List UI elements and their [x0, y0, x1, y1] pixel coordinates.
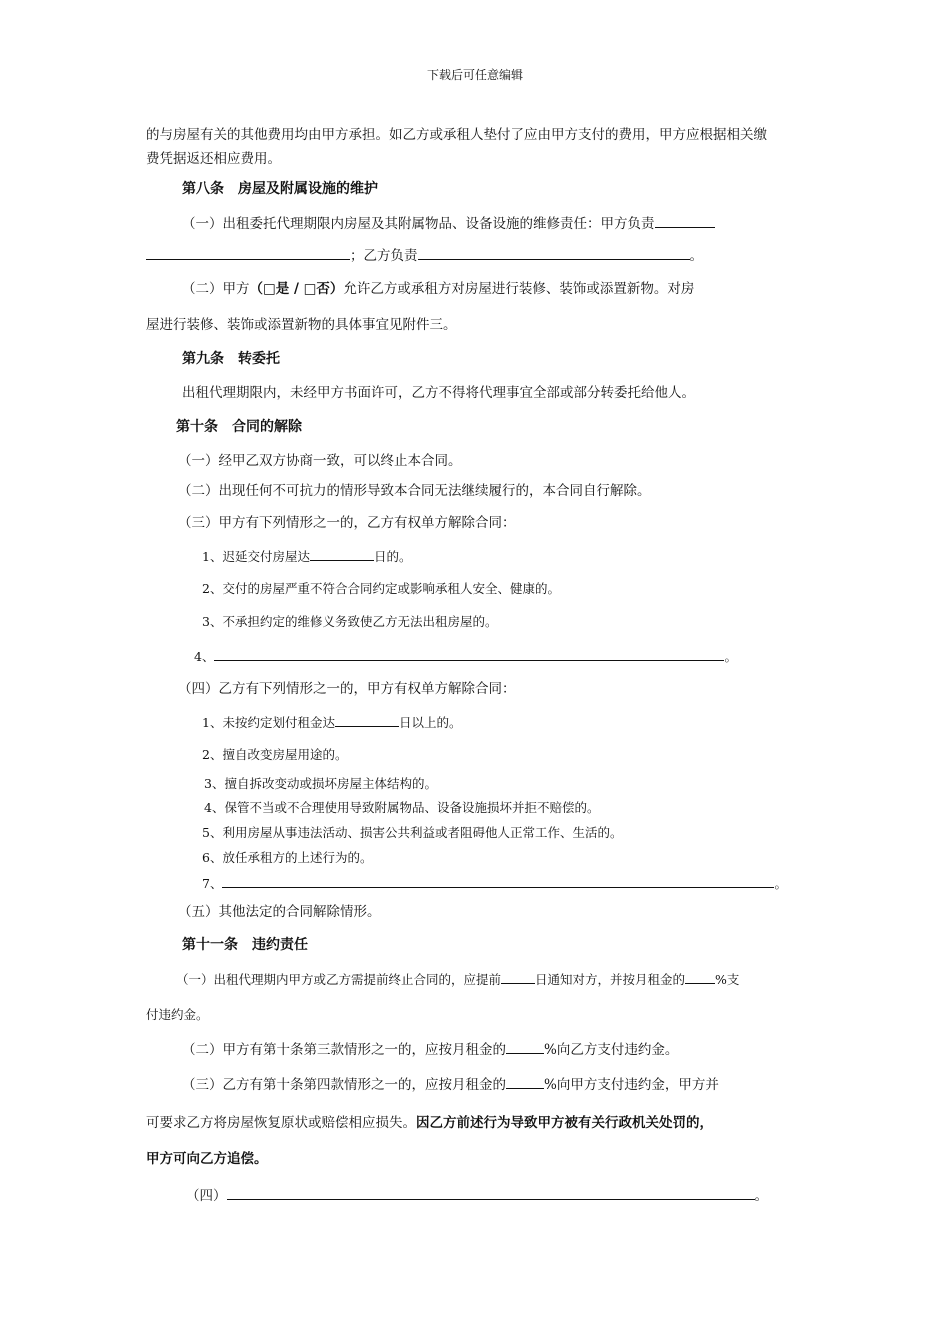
clause-text: ；乙方负责 [350, 248, 418, 264]
clause-text: 可要求乙方将房屋恢复原状或赔偿相应损失。 [146, 1115, 416, 1131]
list-item: 5、利用房屋从事违法活动、损害公共利益或者阻碍他人正常工作、生活的。 [202, 825, 623, 840]
item-text: 日的。 [373, 549, 412, 564]
list-item: 2、交付的房屋严重不符合合同约定或影响承租人安全、健康的。 [202, 581, 560, 596]
list-item: 2、擅自改变房屋用途的。 [202, 747, 348, 762]
page-header: 下载后可任意编辑 [426, 68, 523, 82]
article-10-clause-4: （四）乙方有下列情形之一的，甲方有权单方解除合同： [178, 681, 516, 697]
clause-text: 日通知对方，并按月租金的 [535, 972, 686, 987]
article-8-clause-1 [182, 214, 715, 233]
blank-line [685, 970, 715, 984]
clause-text: （二）甲方有第十条第三款情形之一的，应按月租金的 [182, 1042, 506, 1058]
article-11-clause-3-bold: 甲方可向乙方追偿。 [146, 1151, 268, 1167]
list-item [202, 874, 787, 893]
blank-line [335, 713, 399, 727]
list-item: 3、不承担约定的维修义务致使乙方无法出租房屋的。 [202, 614, 498, 629]
clause-text: （三）乙方有第十条第四款情形之一的，应按月租金的 [182, 1077, 506, 1093]
article-11-title: 第十一条 违约责任 [182, 937, 308, 953]
article-10-clause-5: （五）其他法定的合同解除情形。 [178, 904, 381, 920]
article-11-clause-4 [186, 1186, 768, 1205]
blank-line [501, 970, 535, 984]
article-11-clause-2 [182, 1040, 678, 1059]
clause-text: 允许乙方或承租方对房屋进行装修、装饰或添置新物。对房 [343, 281, 695, 297]
article-10-title: 第十条 合同的解除 [176, 419, 302, 435]
paragraph-line: 费凭据返还相应费用。 [146, 151, 281, 167]
blank-line [418, 246, 690, 260]
item-text: 4、 [194, 649, 215, 664]
article-8-clause-2 [182, 280, 694, 298]
list-item: 6、放任承租方的上述行为的。 [202, 850, 373, 865]
article-8-title: 第八条 房屋及附属设施的维护 [182, 181, 378, 197]
blank-line [506, 1075, 544, 1089]
article-11-clause-1-cont: 付违约金。 [146, 1007, 209, 1022]
clause-text: （一）出租代理期内甲方或乙方需提前终止合同的，应提前 [176, 972, 502, 987]
item-text: 1、未按约定划付租金达 [202, 715, 335, 730]
blank-line [506, 1040, 544, 1054]
clause-text: （四） [186, 1188, 227, 1204]
clause-text: （一）出租委托代理期限内房屋及其附属物品、设备设施的维修责任：甲方负责 [182, 216, 655, 232]
blank-line [214, 647, 724, 661]
item-text: 1、迟延交付房屋达 [202, 549, 310, 564]
article-8-clause-1-cont [146, 246, 703, 265]
blank-line [146, 246, 350, 260]
item-text: 日以上的。 [398, 715, 462, 730]
article-8-clause-2-cont: 屋进行装修、装饰或添置新物的具体事宜见附件三。 [146, 317, 457, 333]
article-9-body: 出租代理期限内，未经甲方书面许可，乙方不得将代理事宜全部或部分转委托给他人。 [182, 385, 695, 401]
list-item [202, 547, 411, 566]
article-11-clause-1 [176, 970, 739, 989]
item-text: 。 [774, 876, 787, 891]
clause-text: %支 [715, 972, 740, 987]
clause-text: 。 [754, 1188, 768, 1204]
blank-line [310, 547, 374, 561]
checkbox-option-text: （□是 / □否） [249, 281, 344, 297]
clause-text: %向乙方支付违约金。 [544, 1042, 679, 1058]
article-10-clause-2: （二）出现任何不可抗力的情形导致本合同无法继续履行的，本合同自行解除。 [178, 483, 651, 499]
list-item [194, 647, 737, 666]
blank-line [222, 874, 774, 888]
list-item: 4、保管不当或不合理使用导致附属物品、设备设施损坏并拒不赔偿的。 [204, 800, 600, 815]
article-10-clause-1: （一）经甲乙双方协商一致，可以终止本合同。 [178, 453, 462, 469]
paragraph-line: 的与房屋有关的其他费用均由甲方承担。如乙方或承租人垫付了应由甲方支付的费用，甲方应根据相关缴 [146, 127, 767, 143]
clause-text: （二）甲方 [182, 281, 250, 297]
article-10-clause-3: （三）甲方有下列情形之一的，乙方有权单方解除合同： [178, 515, 516, 531]
list-item [202, 713, 461, 732]
blank-line [655, 214, 715, 228]
clause-text: %向甲方支付违约金，甲方并 [544, 1077, 719, 1093]
item-text: 7、 [202, 876, 223, 891]
blank-line [227, 1186, 755, 1200]
article-9-title: 第九条 转委托 [182, 351, 280, 367]
clause-text-bold: 因乙方前述行为导致甲方被有关行政机关处罚的， [416, 1115, 713, 1131]
clause-text: 。 [689, 248, 703, 264]
list-item: 3、擅自拆改变动或损坏房屋主体结构的。 [204, 776, 437, 791]
article-11-clause-3 [182, 1075, 719, 1094]
item-text: 。 [724, 649, 737, 664]
article-11-clause-3-cont [146, 1114, 713, 1132]
